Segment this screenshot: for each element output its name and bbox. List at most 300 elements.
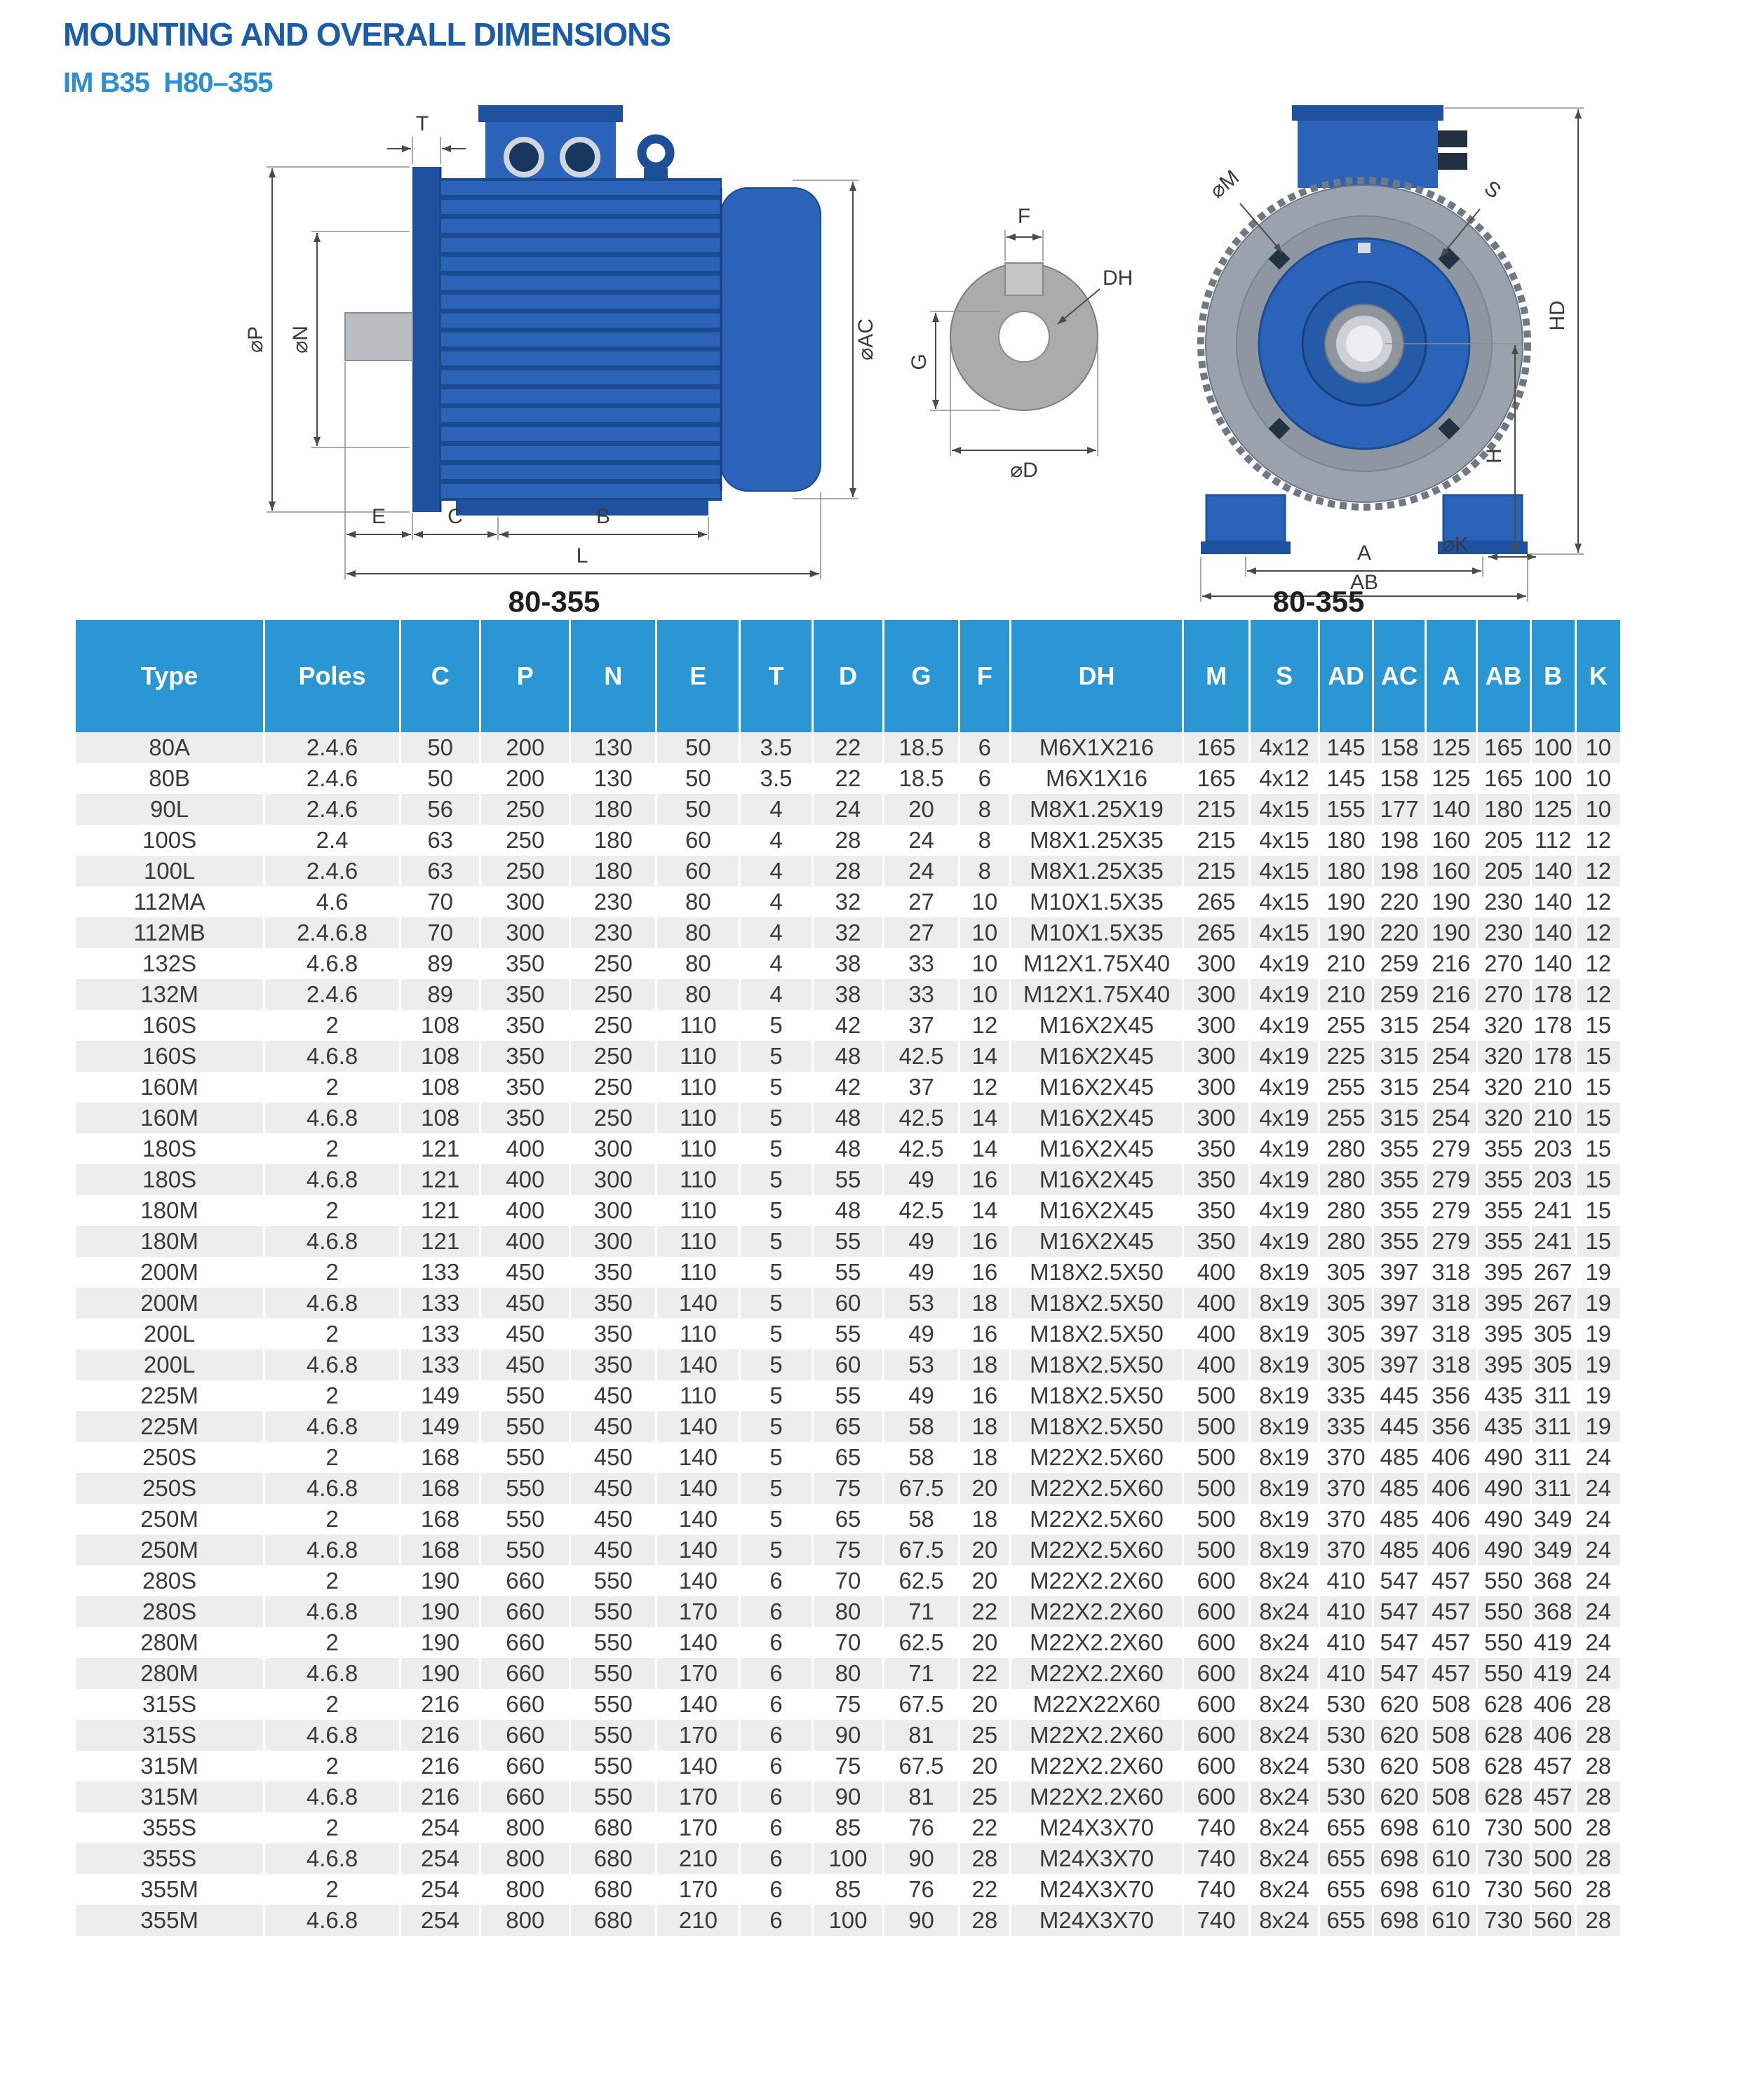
table-cell: 368 [1530,1565,1575,1596]
table-cell: 660 [480,1627,570,1658]
foot-pad-left [1201,541,1291,554]
table-cell: M8X1.25X35 [1010,856,1183,887]
table-cell: 80 [812,1658,883,1689]
table-cell: 255 [1319,1010,1373,1041]
table-cell: 160 [1425,856,1476,887]
cell-type: 280S [76,1565,264,1596]
table-cell: 500 [1183,1504,1250,1535]
table-cell: 355 [1476,1226,1530,1257]
table-cell: 20 [884,794,960,825]
table-cell: 56 [400,794,480,825]
table-cell: 270 [1476,948,1530,979]
table-cell: 180 [570,856,657,887]
table-cell: 160 [1425,825,1476,856]
table-cell: 305 [1319,1319,1373,1349]
table-cell: 267 [1530,1288,1575,1319]
table-cell: 2 [264,1010,400,1041]
table-cell: 5 [740,1535,812,1565]
table-cell: 63 [400,825,480,856]
table-cell: 370 [1319,1473,1373,1504]
table-cell: 10 [1585,734,1612,760]
table-cell: 71 [884,1596,960,1627]
table-cell: 22 [960,1596,1011,1627]
table-cell: 133 [400,1349,480,1380]
table-row [76,1133,1620,1164]
table-cell: 60 [812,1288,883,1319]
table-cell: 8x19 [1249,1473,1319,1504]
table-cell: 3.5 [740,732,812,763]
table-cell: 550 [570,1596,657,1627]
table-row [76,917,1620,948]
table-cell: 530 [1319,1782,1373,1812]
table-cell: 315 [1373,1072,1426,1103]
table-cell: 15 [1585,1105,1612,1131]
table-cell: 6 [740,1596,812,1627]
table-cell: 19 [1585,1352,1612,1378]
table-cell: 300 [1183,948,1250,979]
table-cell: 121 [400,1133,480,1164]
table-cell: 356 [1425,1380,1476,1411]
table-cell: 4.6.8 [264,1782,400,1812]
table-cell: 50 [400,732,480,763]
table-cell: 4x19 [1249,1164,1319,1195]
table-cell: 259 [1373,948,1426,979]
table-row [76,1689,1620,1720]
table-cell: 5 [740,1195,812,1226]
table-cell: 5 [740,1072,812,1103]
table-cell: 55 [812,1257,883,1288]
table-row [76,1874,1620,1905]
table-cell: 170 [657,1782,740,1812]
table-cell: 6 [740,1812,812,1843]
table-cell: 32 [812,917,883,948]
cell-type: 100L [76,856,264,887]
table-cell: 12 [1585,950,1612,976]
table-cell: 406 [1530,1689,1575,1720]
table-cell: 457 [1425,1565,1476,1596]
table-cell: 355 [1373,1226,1426,1257]
table-cell: 4.6.8 [264,1411,400,1442]
table-cell: 730 [1476,1905,1530,1936]
table-cell: 279 [1425,1195,1476,1226]
table-cell: 42 [812,1010,883,1041]
table-cell: 254 [400,1812,480,1843]
table-cell: 55 [812,1319,883,1349]
table-cell: 254 [1425,1010,1476,1041]
table-cell: 628 [1476,1782,1530,1812]
table-cell: 550 [570,1782,657,1812]
table-cell: 655 [1319,1843,1373,1874]
table-cell: M24X3X70 [1010,1905,1183,1936]
table-cell: 280 [1319,1133,1373,1164]
table-row [76,1072,1620,1103]
table-cell: 89 [400,979,480,1010]
table-cell: 125 [1425,763,1476,794]
table-cell: 178 [1530,1010,1575,1041]
table-cell: 320 [1476,1072,1530,1103]
table-cell: 4x19 [1249,1072,1319,1103]
table-cell: 349 [1530,1535,1575,1565]
table-cell: 4x19 [1249,1103,1319,1133]
table-cell: 318 [1425,1349,1476,1380]
table-cell: M10X1.5X35 [1010,917,1183,948]
table-cell: 15 [1585,1136,1612,1161]
table-cell: 267 [1530,1257,1575,1288]
table-cell: 300 [570,1164,657,1195]
table-cell: 4.6.8 [264,1596,400,1627]
table-cell: 600 [1183,1596,1250,1627]
table-cell: 60 [657,825,740,856]
table-cell: 5 [740,1473,812,1504]
table-cell: 110 [657,1041,740,1072]
table-cell: 210 [1530,1072,1575,1103]
column-header-t: T [740,620,812,732]
table-cell: 2 [264,1627,400,1658]
table-cell: 110 [657,1380,740,1411]
table-cell: 300 [1183,1041,1250,1072]
table-cell: 70 [400,887,480,917]
table-cell: 20 [960,1565,1011,1596]
table-cell: 140 [657,1689,740,1720]
table-cell: 320 [1476,1041,1530,1072]
table-cell: 255 [1319,1072,1373,1103]
table-cell: 508 [1425,1689,1476,1720]
table-cell: 600 [1183,1565,1250,1596]
table-cell: 350 [480,1041,570,1072]
table-cell: 220 [1373,917,1426,948]
table-cell: 335 [1319,1411,1373,1442]
table-cell: 406 [1425,1535,1476,1565]
shaft-bore [999,311,1049,362]
table-cell: 10 [960,979,1011,1010]
table-cell: 419 [1530,1627,1575,1658]
table-cell: 16 [960,1319,1011,1349]
table-cell: 620 [1373,1689,1426,1720]
table-cell: 15 [1585,1043,1612,1069]
column-header-dh: DH [1010,620,1183,732]
table-cell: 58 [884,1442,960,1473]
table-cell: 254 [1425,1072,1476,1103]
table-row [76,887,1620,917]
table-cell: 75 [812,1689,883,1720]
table-cell: 149 [400,1411,480,1442]
table-cell: 500 [1530,1812,1575,1843]
table-cell: 125 [1530,794,1575,825]
table-cell: 18 [960,1411,1011,1442]
table-cell: 8x24 [1249,1751,1319,1782]
table-cell: 800 [480,1843,570,1874]
table-cell: 190 [400,1596,480,1627]
table-cell: 5 [740,1010,812,1041]
table-cell: 18 [960,1288,1011,1319]
table-cell: 490 [1476,1504,1530,1535]
table-cell: 400 [1183,1349,1250,1380]
table-cell: 311 [1530,1442,1575,1473]
table-cell: 75 [812,1535,883,1565]
cell-type: 315S [76,1720,264,1751]
table-cell: 190 [400,1565,480,1596]
table-cell: 190 [400,1627,480,1658]
dim-label-b: B [595,505,611,528]
table-cell: M16X2X45 [1010,1164,1183,1195]
cell-type: 315M [76,1751,264,1782]
table-cell: 4x19 [1249,1226,1319,1257]
table-cell: 620 [1373,1751,1426,1782]
table-cell: 550 [570,1658,657,1689]
table-cell: 20 [960,1535,1011,1565]
table-cell: 6 [740,1905,812,1936]
table-cell: 8x24 [1249,1874,1319,1905]
table-cell: 698 [1373,1905,1426,1936]
column-header-n: N [570,620,657,732]
table-cell: 60 [812,1349,883,1380]
cell-type: 280S [76,1596,264,1627]
table-cell: 22 [960,1658,1011,1689]
table-cell: 8x24 [1249,1565,1319,1596]
cell-type: 225M [76,1411,264,1442]
table-cell: M8X1.25X19 [1010,794,1183,825]
table-cell: 350 [480,1010,570,1041]
table-cell: 55 [812,1226,883,1257]
table-cell: 108 [400,1072,480,1103]
table-cell: 250 [570,948,657,979]
table-row [76,1288,1620,1319]
table-cell: 216 [1425,948,1476,979]
table-cell: 37 [884,1072,960,1103]
table-cell: 140 [1530,887,1575,917]
table-cell: 28 [1585,1845,1612,1871]
table-cell: 225 [1319,1041,1373,1072]
table-cell: 680 [570,1843,657,1874]
table-cell: 140 [1530,948,1575,979]
table-cell: 445 [1373,1380,1426,1411]
table-cell: 419 [1530,1658,1575,1689]
table-cell: 4x19 [1249,979,1319,1010]
table-row [76,1257,1620,1288]
table-cell: 349 [1530,1504,1575,1535]
table-cell: 10 [960,948,1011,979]
table-cell: 70 [400,917,480,948]
table-cell: M22X2.2X60 [1010,1782,1183,1812]
table-cell: 508 [1425,1720,1476,1751]
table-cell: 170 [657,1658,740,1689]
table-cell: 24 [1585,1506,1612,1532]
table-cell: 355 [1373,1133,1426,1164]
table-cell: 168 [400,1504,480,1535]
table-cell: M24X3X70 [1010,1843,1183,1874]
table-cell: 5 [740,1041,812,1072]
table-cell: 4 [740,825,812,856]
table-cell: 250 [480,856,570,887]
table-cell: M18X2.5X50 [1010,1380,1183,1411]
table-cell: 250 [570,1041,657,1072]
table-cell: 698 [1373,1874,1426,1905]
table-cell: 318 [1425,1257,1476,1288]
table-cell: 16 [960,1226,1011,1257]
table-cell: 80 [657,948,740,979]
table-cell: 500 [1183,1442,1250,1473]
column-header-k: K [1575,620,1620,732]
table-cell: 4x15 [1249,794,1319,825]
table-cell: 6 [740,1627,812,1658]
table-cell: 24 [1585,1598,1612,1624]
table-cell: 550 [1476,1627,1530,1658]
table-cell: 24 [1585,1444,1612,1470]
table-cell: 216 [400,1689,480,1720]
table-cell: 15 [1585,1228,1612,1254]
column-header-type: Type [76,620,264,732]
table-cell: 550 [570,1689,657,1720]
table-cell: M12X1.75X40 [1010,948,1183,979]
table-cell: 140 [1530,856,1575,887]
table-cell: 190 [1425,917,1476,948]
table-cell: M22X2.2X60 [1010,1658,1183,1689]
table-cell: 80 [812,1596,883,1627]
table-cell: 660 [480,1720,570,1751]
table-cell: 76 [884,1812,960,1843]
table-cell: 230 [1476,887,1530,917]
table-cell: 350 [480,979,570,1010]
column-header-ab: AB [1476,620,1530,732]
table-cell: 355 [1373,1195,1426,1226]
table-cell: 12 [1585,827,1612,853]
table-cell: 485 [1373,1473,1426,1504]
table-cell: 110 [657,1226,740,1257]
table-cell: 445 [1373,1411,1426,1442]
table-cell: 370 [1319,1535,1373,1565]
table-cell: 4.6.8 [264,1473,400,1504]
table-cell: 660 [480,1565,570,1596]
table-cell: 22 [960,1812,1011,1843]
table-row [76,732,1620,763]
table-row [76,1782,1620,1812]
table-cell: 210 [657,1843,740,1874]
side-view-caption: 80-355 [508,585,600,614]
table-cell: 400 [480,1226,570,1257]
column-header-poles: Poles [264,620,400,732]
table-cell: 8 [960,856,1011,887]
table-cell: 75 [812,1751,883,1782]
dim-label-l: L [576,544,588,567]
cell-type: 112MB [76,917,264,948]
table-cell: 15 [1585,1166,1612,1192]
table-cell: 547 [1373,1565,1426,1596]
table-cell: 62.5 [884,1565,960,1596]
table-row [76,1596,1620,1627]
table-cell: 48 [812,1041,883,1072]
table-cell: 89 [400,948,480,979]
table-cell: 355 [1373,1164,1426,1195]
table-cell: 2 [264,1874,400,1905]
table-cell: 318 [1425,1288,1476,1319]
table-cell: 400 [480,1195,570,1226]
cell-type: 200L [76,1349,264,1380]
table-cell: 8x24 [1249,1782,1319,1812]
table-cell: 547 [1373,1596,1426,1627]
table-cell: 350 [570,1257,657,1288]
column-header-f: F [960,620,1011,732]
table-cell: 5 [740,1133,812,1164]
dim-label-dh: DH [1103,267,1133,290]
table-cell: 628 [1476,1689,1530,1720]
table-cell: 410 [1319,1565,1373,1596]
table-cell: 730 [1476,1812,1530,1843]
table-cell: 305 [1319,1257,1373,1288]
table-cell: 4x15 [1249,825,1319,856]
table-cell: 2 [264,1751,400,1782]
table-cell: 350 [1183,1226,1250,1257]
table-cell: 740 [1183,1905,1250,1936]
table-cell: 216 [400,1782,480,1812]
table-cell: 500 [1530,1843,1575,1874]
table-cell: 680 [570,1905,657,1936]
table-cell: 121 [400,1164,480,1195]
table-cell: 508 [1425,1782,1476,1812]
table-cell: 4 [740,794,812,825]
table-cell: 600 [1183,1689,1250,1720]
table-cell: 8x24 [1249,1596,1319,1627]
table-cell: 435 [1476,1411,1530,1442]
table-cell: 210 [657,1905,740,1936]
table-cell: 121 [400,1226,480,1257]
cell-type: 280M [76,1658,264,1689]
table-row [76,1473,1620,1504]
table-cell: M18X2.5X50 [1010,1411,1183,1442]
cell-type: 200L [76,1319,264,1349]
table-cell: 6 [740,1689,812,1720]
table-cell: 500 [1183,1411,1250,1442]
table-cell: 4.6.8 [264,1164,400,1195]
table-cell: 203 [1530,1164,1575,1195]
table-cell: 155 [1319,794,1373,825]
table-cell: 2 [264,1257,400,1288]
table-cell: M16X2X45 [1010,1072,1183,1103]
table-cell: 200 [480,763,570,794]
cell-type: 200M [76,1288,264,1319]
cell-type: 200M [76,1257,264,1288]
table-cell: 550 [480,1380,570,1411]
table-cell: 16 [960,1257,1011,1288]
cell-type: 355S [76,1843,264,1874]
table-cell: 300 [1183,1103,1250,1133]
table-cell: 198 [1373,825,1426,856]
table-cell: 406 [1425,1442,1476,1473]
table-cell: 500 [1183,1380,1250,1411]
table-cell: 100 [1530,763,1575,794]
table-cell: 145 [1319,732,1373,763]
table-cell: 600 [1183,1751,1250,1782]
table-cell: 53 [884,1349,960,1380]
table-cell: 315 [1373,1010,1426,1041]
table-cell: 110 [657,1164,740,1195]
table-cell: 112 [1530,825,1575,856]
front-view-diagram [1201,105,1584,614]
table-cell: 216 [1425,979,1476,1010]
table-cell: 450 [570,1473,657,1504]
table-cell: 133 [400,1257,480,1288]
table-cell: 28 [1585,1691,1612,1717]
column-header-ad: AD [1319,620,1373,732]
table-cell: 215 [1183,825,1250,856]
table-cell: 300 [1183,1010,1250,1041]
table-cell: 8 [960,825,1011,856]
table-row [76,825,1620,856]
table-cell: 180 [570,825,657,856]
table-cell: 133 [400,1319,480,1349]
table-cell: 108 [400,1041,480,1072]
table-cell: 27 [884,887,960,917]
table-cell: 18 [960,1442,1011,1473]
